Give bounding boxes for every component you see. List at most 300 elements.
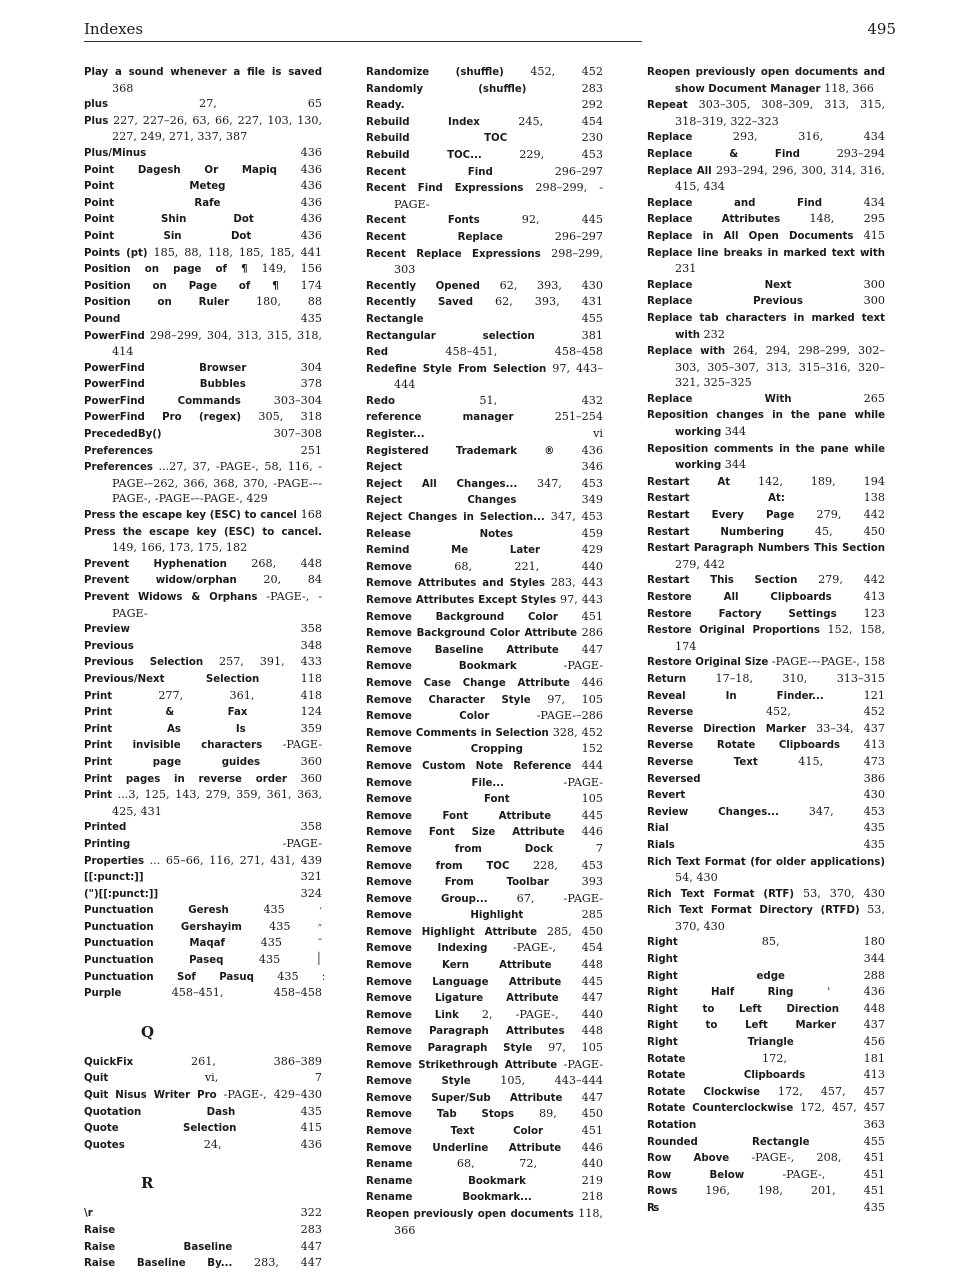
entry-pages: 97, 105 xyxy=(547,692,603,706)
index-entry xyxy=(366,147,603,164)
entry-term: Rename xyxy=(366,1159,413,1171)
entry-pages: 251 xyxy=(300,443,322,457)
index-entry xyxy=(84,1087,322,1104)
entry-term: Rectangular selection xyxy=(366,330,535,342)
entry-pages: 381 xyxy=(581,328,603,342)
index-entry xyxy=(84,704,322,721)
entry-pages: 446 xyxy=(581,675,604,689)
index-entry xyxy=(647,211,885,228)
entry-term: Remove from TOC xyxy=(366,860,510,872)
index-entry xyxy=(84,886,322,903)
index-entry xyxy=(366,1007,603,1024)
index-entry xyxy=(366,625,603,642)
entry-pages: 303–304 xyxy=(273,393,323,407)
entry-term: Reject Changes in Selection... xyxy=(366,512,545,524)
entry-pages: -PAGE-–-PAGE-, 158 xyxy=(771,655,885,669)
entry-term: Reposition changes in the pane while working xyxy=(647,410,885,439)
entry-term: Rename Bookmark... xyxy=(366,1192,532,1204)
entry-pages: 68, 221, 440 xyxy=(454,559,604,573)
entry-pages: 174 xyxy=(300,278,322,292)
entry-term: Redo xyxy=(366,395,396,407)
entry-pages: 149, 166, 173, 175, 182 xyxy=(112,541,248,555)
index-entry xyxy=(84,638,322,655)
entry-term: Print As Is xyxy=(84,723,246,735)
entry-pages: 347, 453 xyxy=(808,804,885,818)
index-entry xyxy=(84,64,322,96)
index-entry xyxy=(647,837,885,854)
entry-pages: 328, 452 xyxy=(552,725,603,739)
entry-term: Quotes xyxy=(84,1139,125,1151)
entry-pages: 185, 88, 118, 185, 185, 441 xyxy=(153,245,322,259)
index-entry xyxy=(84,572,322,589)
entry-term: Prevent widow/orphan xyxy=(84,575,237,587)
entry-pages: 232 xyxy=(703,327,725,341)
index-entry xyxy=(647,163,885,195)
entry-pages: 296–297 xyxy=(554,164,603,178)
entry-pages: 298–299, 303 xyxy=(394,246,603,277)
entry-pages: 279, 442 xyxy=(675,557,725,571)
entry-term: Prevent Hyphenation xyxy=(84,558,227,570)
index-entry xyxy=(647,195,885,212)
entry-pages: 283 xyxy=(300,1223,322,1236)
entry-term: Remove Language Attribute xyxy=(366,976,562,988)
entry-term: Rich Text Format (for older applications) xyxy=(647,856,885,868)
index-entry xyxy=(647,474,885,491)
index-entry xyxy=(366,361,603,393)
entry-term: Rotate Clockwise xyxy=(647,1086,760,1098)
entry-pages: 344 xyxy=(724,458,747,472)
entry-term: Randomly (shuffle) xyxy=(366,83,527,95)
index-entry xyxy=(647,1051,885,1068)
entry-term: Restart This Section xyxy=(647,575,798,587)
index-entry xyxy=(366,1140,603,1157)
index-entry xyxy=(647,820,885,837)
entry-term: Printed xyxy=(84,822,127,834)
entry-pages: 68, 72, 440 xyxy=(456,1157,603,1171)
entry-pages: 435 xyxy=(269,919,291,933)
entry-term: Remove Attributes and Styles xyxy=(366,578,545,590)
index-entry xyxy=(366,114,603,131)
index-entry xyxy=(366,328,603,345)
entry-term: Point Shin Dot xyxy=(84,214,254,226)
index-entry xyxy=(84,294,322,311)
entry-pages: 459 xyxy=(581,526,603,540)
entry-term: Plus/Minus xyxy=(84,147,147,159)
index-column-2 xyxy=(366,64,603,1238)
index-entry xyxy=(647,524,885,541)
entry-pages: -PAGE-, 454 xyxy=(513,941,603,955)
entry-pages: -PAGE- xyxy=(563,775,603,789)
index-entry xyxy=(647,902,885,934)
entry-term: Right edge xyxy=(647,970,785,982)
index-entry xyxy=(84,228,322,245)
entry-term: Remove Underline Attribute xyxy=(366,1142,562,1154)
index-entry xyxy=(84,589,322,621)
entry-pages: 152, 158, 174 xyxy=(675,623,886,653)
entry-term: Replace All xyxy=(647,165,712,177)
index-entry xyxy=(84,211,322,228)
entry-pages: 447 xyxy=(581,1090,603,1104)
entry-term: Replace xyxy=(647,132,693,144)
index-entry xyxy=(366,559,603,576)
entry-pages: 218 xyxy=(581,1190,603,1204)
entry-term: Replace and Find xyxy=(647,197,823,209)
entry-pages: 413 xyxy=(863,1068,886,1082)
entry-term: Point Rafe xyxy=(84,197,221,209)
entry-term: Release Notes xyxy=(366,528,514,540)
entry-pages: 148, 295 xyxy=(809,212,886,226)
entry-term: Previous Selection xyxy=(84,657,204,669)
entry-pages: 360 xyxy=(300,754,323,768)
section-letter: R xyxy=(141,1174,154,1193)
entry-term: Rotate Counterclockwise xyxy=(647,1103,794,1115)
entry-pages: -PAGE- xyxy=(282,738,323,752)
index-entry xyxy=(366,658,603,675)
index-entry xyxy=(84,328,322,360)
index-entry xyxy=(647,886,885,903)
entry-pages: 458–451, 458–458 xyxy=(445,345,604,359)
entry-pages: -PAGE-, 429–430 xyxy=(223,1088,322,1102)
hebrew-glyph: ״ xyxy=(317,919,322,933)
entry-pages: 172, 457, 457 xyxy=(800,1101,886,1115)
entry-pages: 322 xyxy=(300,1206,322,1220)
entry-term: Reopen previously open documents xyxy=(366,1208,574,1220)
entry-term: Print page guides xyxy=(84,756,261,768)
index-entry xyxy=(84,721,322,738)
entry-term: Rebuild Index xyxy=(366,116,480,128)
index-entry xyxy=(366,675,603,692)
entry-term: Properties xyxy=(84,855,145,867)
index-entry xyxy=(84,1239,322,1256)
entry-pages: 97, 443 xyxy=(559,593,604,606)
index-entry xyxy=(647,804,885,821)
entry-pages: 415, 473 xyxy=(798,754,886,768)
entry-term: Reject Changes xyxy=(366,495,517,507)
entry-pages: 17–18, 310, 313–315 xyxy=(715,671,885,685)
entry-pages: 349 xyxy=(581,493,603,507)
index-entry xyxy=(647,1017,885,1034)
index-entry xyxy=(647,754,885,771)
entry-term: PowerFind Browser xyxy=(84,362,247,374)
index-entry xyxy=(647,934,885,951)
index-entry xyxy=(647,64,885,97)
entry-term: Reverse Text xyxy=(647,756,758,768)
entry-term: Preferences xyxy=(84,462,153,474)
index-entry xyxy=(366,229,603,246)
index-entry xyxy=(647,1200,885,1217)
entry-term: Rich Text Format Directory (RTFD) xyxy=(647,905,860,917)
entry-pages: 413 xyxy=(863,590,885,603)
entry-pages: 435 xyxy=(263,903,285,917)
entry-pages: 358 xyxy=(300,820,322,834)
index-entry xyxy=(647,1117,885,1134)
entry-pages: 283 xyxy=(581,81,603,95)
entry-pages: 435 xyxy=(300,311,322,325)
entry-pages: 27, 65 xyxy=(199,97,322,111)
entry-term: Replace Previous xyxy=(647,296,803,308)
entry-pages: 458–451, 458–458 xyxy=(171,986,322,1000)
entry-term: PowerFind xyxy=(84,330,145,342)
entry-pages: 97, 105 xyxy=(548,1041,604,1055)
index-entry xyxy=(647,721,885,738)
entry-pages: 360 xyxy=(300,771,322,785)
entry-pages: 105, 443–444 xyxy=(500,1074,603,1088)
entry-pages: 347, 453 xyxy=(536,476,603,490)
entry-pages: 307–308 xyxy=(273,427,322,441)
entry-term: Restore Original Proportions xyxy=(647,625,820,637)
entry-pages: 447 xyxy=(581,991,603,1005)
index-entry xyxy=(366,294,603,311)
index-entry xyxy=(647,1034,885,1051)
index-entry xyxy=(84,409,322,426)
entry-pages: 324 xyxy=(300,886,322,900)
index-entry xyxy=(647,407,885,440)
entry-pages: 447 xyxy=(581,642,603,656)
index-entry xyxy=(84,985,322,1002)
entry-pages: 196, 198, 201, 451 xyxy=(705,1184,885,1198)
index-entry xyxy=(84,195,322,212)
index-entry xyxy=(84,245,322,262)
entry-pages: 118, 366 xyxy=(394,1206,603,1237)
index-entry xyxy=(366,891,603,908)
entry-pages: 303–305, 308–309, 313, 315, 318–319, 322–323 xyxy=(675,98,886,128)
entry-term: Rotate Clipboards xyxy=(647,1070,806,1082)
entry-term: Restart Numbering xyxy=(647,526,785,538)
entry-term: Reverse Rotate Clipboards xyxy=(647,740,841,752)
entry-term: Row Below xyxy=(647,1169,745,1181)
entry-term: plus xyxy=(84,99,109,111)
index-entry xyxy=(647,490,885,507)
entry-pages: 444 xyxy=(581,758,604,772)
entry-term: Rectangle xyxy=(366,313,424,325)
index-entry xyxy=(366,775,603,792)
index-entry xyxy=(647,540,885,572)
index-entry xyxy=(647,572,885,589)
entry-pages: 436 xyxy=(300,228,322,242)
entry-pages: 257, 391, 433 xyxy=(218,655,322,669)
entry-term: Print pages in reverse order xyxy=(84,773,287,785)
index-entry xyxy=(366,758,603,775)
entry-term: Preferences xyxy=(84,445,153,457)
entry-term: Print xyxy=(84,790,113,802)
index-entry xyxy=(366,81,603,98)
entry-term: Previous/Next Selection xyxy=(84,673,260,685)
index-entry xyxy=(84,145,322,162)
entry-term: Remove Style xyxy=(366,1076,471,1088)
entry-term: Point Meteg xyxy=(84,181,226,193)
entry-term: Quit Nisus Writer Pro xyxy=(84,1090,217,1102)
index-entry xyxy=(647,787,885,804)
entry-pages: 448 xyxy=(581,1024,604,1038)
index-entry xyxy=(647,1183,885,1200)
entry-term: Position on page of ¶ xyxy=(84,264,248,276)
entry-term: Plus xyxy=(84,115,109,127)
index-entry xyxy=(647,441,885,474)
entry-term: Press the escape key (ESC) to cancel xyxy=(84,510,297,522)
entry-pages: 54, 430 xyxy=(675,871,718,885)
index-entry xyxy=(366,1173,603,1190)
index-entry xyxy=(84,935,322,952)
index-entry xyxy=(647,1100,885,1117)
entry-term: Previous xyxy=(84,640,134,652)
entry-pages: 283, 443 xyxy=(550,576,604,590)
entry-term: Ready. xyxy=(366,100,405,112)
index-entry xyxy=(84,311,322,328)
entry-term: Rials xyxy=(647,839,675,851)
entry-term: Remove Super/Sub Attribute xyxy=(366,1092,563,1104)
index-entry xyxy=(647,245,885,277)
index-entry xyxy=(647,277,885,294)
entry-pages: 435 xyxy=(300,1104,323,1118)
entry-pages: 53, 370, 430 xyxy=(802,886,886,900)
entry-term: PowerFind Pro (regex) xyxy=(84,412,242,424)
hebrew-glyph: ׳ xyxy=(319,903,323,917)
index-entry xyxy=(647,1067,885,1084)
index-entry xyxy=(366,642,603,659)
index-entry xyxy=(84,113,322,145)
entry-term: reference manager xyxy=(366,412,514,424)
index-entry xyxy=(84,754,322,771)
index-entry xyxy=(366,278,603,295)
index-entry xyxy=(366,1090,603,1107)
running-title: Indexes xyxy=(84,20,144,38)
index-entry xyxy=(84,507,322,524)
index-entry xyxy=(84,902,322,919)
index-entry xyxy=(366,824,603,841)
entry-term: Replace with xyxy=(647,346,726,358)
entry-term: Remove Text Color xyxy=(366,1126,544,1137)
entry-term: Restore All Clipboards xyxy=(647,592,832,603)
entry-pages: 229, 453 xyxy=(519,147,604,161)
entry-pages: 152 xyxy=(581,742,604,756)
entry-term: Remind Me Later xyxy=(366,545,540,557)
entry-term: Printing xyxy=(84,838,131,850)
index-entry xyxy=(84,969,322,986)
entry-term: Remove Group... xyxy=(366,893,488,905)
index-entry xyxy=(84,459,322,507)
index-entry xyxy=(84,836,322,853)
index-entry xyxy=(647,1167,885,1184)
entry-term: Reverse Direction Marker xyxy=(647,723,807,735)
entry-pages: 435 xyxy=(277,969,299,983)
entry-pages: 33–34, 437 xyxy=(816,721,885,735)
entry-pages: 268, 448 xyxy=(251,556,323,570)
index-entry xyxy=(647,129,885,146)
entry-pages: 434 xyxy=(863,195,886,209)
index-entry xyxy=(366,990,603,1007)
index-entry xyxy=(366,64,603,81)
entry-term: Remove Ligature Attribute xyxy=(366,993,559,1005)
entry-term: Remove From Toolbar xyxy=(366,877,549,889)
entry-term: Print xyxy=(84,690,113,702)
entry-term: Red xyxy=(366,347,389,359)
entry-pages: ...3, 125, 143, 279, 359, 361, 363, 425, 431 xyxy=(112,788,323,818)
entry-term: Remove Attributes Except Styles xyxy=(366,595,557,606)
index-entry xyxy=(647,968,885,985)
index-entry xyxy=(647,737,885,754)
index-entry xyxy=(84,1104,322,1121)
entry-pages: 118, 366 xyxy=(824,81,874,95)
entry-pages: 293, 316, 434 xyxy=(732,130,885,144)
index-entry xyxy=(647,984,885,1001)
index-entry xyxy=(84,671,322,688)
index-entry xyxy=(84,261,322,278)
index-entry xyxy=(366,1156,603,1173)
entry-pages: vi, 7 xyxy=(204,1071,322,1085)
entry-term: Recent Replace Expressions xyxy=(366,248,541,260)
entry-term: Reverse xyxy=(647,707,694,719)
entry-pages: 149, 156 xyxy=(261,262,323,276)
entry-pages: 85, 180 xyxy=(761,935,885,949)
entry-term: Restart Every Page xyxy=(647,510,795,522)
index-entry xyxy=(366,526,603,543)
entry-term: Right to Left Direction xyxy=(647,1003,839,1015)
entry-pages: vi xyxy=(593,427,603,441)
entry-pages: 231 xyxy=(675,262,697,276)
entry-pages: 53, 370, 430 xyxy=(675,903,885,933)
index-entry xyxy=(366,575,603,592)
entry-pages: 285, 450 xyxy=(546,924,603,938)
entry-pages: 121 xyxy=(863,688,885,702)
index-entry xyxy=(84,426,322,443)
index-entry xyxy=(84,1054,322,1071)
entry-pages: 62, 393, 431 xyxy=(494,295,604,309)
entry-pages: 347, 453 xyxy=(550,510,603,524)
entry-term: Replace in All Open Documents xyxy=(647,230,854,242)
index-entry xyxy=(84,1120,322,1137)
entry-pages: 451 xyxy=(581,609,603,623)
index-entry xyxy=(84,393,322,410)
entry-term: Replace Attributes xyxy=(647,214,781,226)
entry-pages: 227, 227–26, 63, 66, 227, 103, 130, 227, 249, 271, 337, 387 xyxy=(112,113,322,144)
index-entry xyxy=(84,737,322,754)
entry-term: Rial xyxy=(647,823,669,835)
entry-term: Replace line breaks in marked text with xyxy=(647,247,885,259)
entry-pages: 92, 445 xyxy=(521,213,603,227)
entry-pages: 97, 443–444 xyxy=(394,361,604,392)
entry-pages: 448 xyxy=(581,958,603,972)
index-entry xyxy=(366,393,603,410)
entry-term: Right Triangle xyxy=(647,1037,794,1049)
index-entry xyxy=(366,592,603,609)
entry-pages: -PAGE- xyxy=(563,659,603,673)
entry-term: Rows xyxy=(647,1186,678,1198)
index-entry xyxy=(366,924,603,941)
index-entry xyxy=(366,874,603,891)
index-entry xyxy=(366,509,603,526)
index-entry xyxy=(366,808,603,825)
page-header xyxy=(84,18,896,42)
entry-pages: 172, 181 xyxy=(762,1051,885,1065)
entry-pages: 228, 453 xyxy=(533,858,603,872)
entry-term: (")[[:punct:]] xyxy=(84,888,159,900)
index-column-1 xyxy=(84,64,322,1272)
entry-pages: -PAGE-, 451 xyxy=(782,1167,885,1181)
index-entry xyxy=(366,708,603,725)
entry-term: Review Changes... xyxy=(647,806,779,818)
entry-pages: 447 xyxy=(300,1239,322,1253)
entry-term: Position on Page of ¶ xyxy=(84,280,279,292)
entry-term: Punctuation Geresh xyxy=(84,905,229,917)
entry-term: PowerFind Commands xyxy=(84,395,241,407)
index-entry xyxy=(84,1070,322,1087)
entry-term: Point Sin Dot xyxy=(84,230,252,242)
entry-pages: 344 xyxy=(724,425,747,439)
hebrew-glyph: ׀ xyxy=(315,953,322,967)
index-entry xyxy=(647,343,885,391)
index-entry xyxy=(366,907,603,924)
entry-pages: -PAGE- xyxy=(563,1057,603,1071)
